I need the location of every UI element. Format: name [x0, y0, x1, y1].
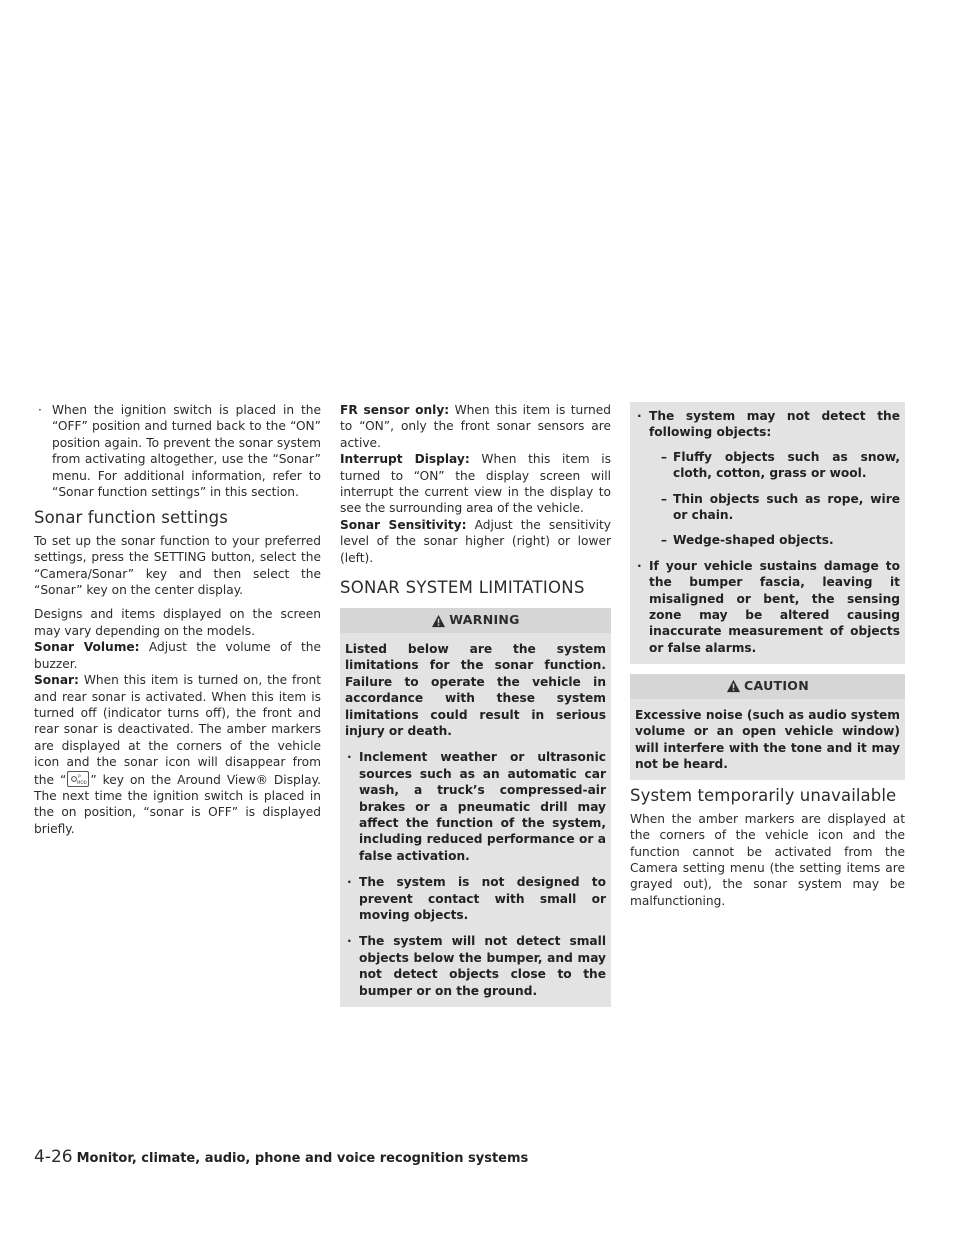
- chapter-title: Monitor, climate, audio, phone and voice recognition systems: [76, 1151, 529, 1166]
- term-text: When this item is turned to “ON” the display screen will interrupt the current view in the display to see the surrounding area of the vehicle.: [340, 452, 611, 516]
- warning-bullet: If your vehicle sustains damage to the bumper fascia, leaving it misaligned or bent, the sensing zone may be altered causing inaccurate measurement of objects or false alarms.: [649, 558, 900, 655]
- bullet: ·: [637, 409, 642, 423]
- column-1: [34, 402, 321, 837]
- paragraph: To set up the sonar function to your preferred settings, press the SETTING button, select the “Camera/Sonar” key and then select the “Sonar” key on the center display.: [34, 533, 321, 598]
- caution-body: [630, 699, 905, 781]
- svg-text:MOD: MOD: [77, 779, 87, 785]
- list-item: [635, 408, 900, 441]
- term-label: Sonar:: [34, 673, 79, 688]
- caution-title: CAUTION: [744, 678, 809, 694]
- page-number: 4-26: [34, 1147, 73, 1167]
- term-text: Adjust the sensitivity level of the sonar higher (right) or lower (left).: [340, 517, 611, 565]
- caution-header: [630, 674, 905, 698]
- dash-text: Wedge-shaped objects.: [673, 533, 834, 548]
- column-2: [340, 402, 611, 1007]
- page-footer: [34, 1147, 528, 1167]
- warning-bullet: Inclement weather or ultrasonic sources such as an automatic car wash, a truck’s compressed-air brakes or a pneumatic drill may affect the function of the system, including reduced performance or a false activation.: [359, 750, 606, 863]
- term-text: When this item is turned to “ON”, only the front sonar sensors are active.: [340, 403, 611, 450]
- term-label: Sonar Sensitivity:: [340, 517, 467, 532]
- paragraph: When the amber markers are displayed at the corners of the vehicle icon and the function cannot be activated from the Camera setting menu (the setting items are grayed out), the sonar system may be malfunctioning.: [630, 811, 905, 908]
- list-item: [635, 491, 900, 524]
- warning-intro: Listed below are the system limitations for the sonar function. Failure to operate the vehicle in accordance with these system limitations could result in serious injury or death.: [345, 641, 606, 738]
- warning-box-continued: [630, 402, 905, 664]
- dash-text: Thin objects such as rope, wire or chain.: [673, 491, 900, 523]
- bullet: ·: [637, 558, 642, 573]
- list-item: [345, 749, 606, 864]
- warning-header: [340, 608, 611, 632]
- dash-text: Fluffy objects such as snow, cloth, cotton, grass or wool.: [673, 449, 900, 481]
- warning-box: [340, 608, 611, 1007]
- term-text: ” key on the Around View® Display. The next time the ignition switch is placed in the on position, “sonar is OFF” is displayed briefly.: [34, 772, 321, 836]
- definition-interrupt-display: [340, 451, 611, 517]
- svg-text:P: P: [78, 774, 82, 780]
- definition-sonar-volume: [34, 639, 321, 672]
- warning-title: WARNING: [449, 612, 520, 628]
- dash: –: [660, 449, 667, 464]
- bullet: ·: [347, 750, 352, 765]
- intro-bullet-text: When the ignition switch is placed in the “OFF” position and turned back to the “ON” position again. To prevent the sonar system from activating altogether, use the “Sonar” menu. For additional information, refer to “Sonar function settings” in this section.: [52, 403, 321, 500]
- list-item: [635, 532, 900, 548]
- paragraph: Designs and items displayed on the screen may vary depending on the models.: [34, 607, 321, 638]
- list-item: [34, 402, 321, 500]
- warning-bullet: The system may not detect the following objects:: [649, 409, 900, 440]
- list-item: [345, 874, 606, 923]
- list-item: [345, 933, 606, 999]
- list-item: [635, 449, 900, 482]
- warning-triangle-icon: [431, 614, 446, 628]
- warning-body: [340, 633, 611, 1007]
- column-3: [630, 402, 905, 917]
- definition-sonar: [34, 672, 321, 837]
- camera-sonar-mode-key-icon: [67, 771, 89, 787]
- term-label: FR sensor only:: [340, 403, 450, 417]
- section-heading-sonar-settings: Sonar function settings: [34, 508, 228, 528]
- warning-bullet: The system will not detect small objects below the bumper, and may not detect objects close to the bumper or on the ground.: [359, 934, 606, 998]
- section-heading-temporarily-unavailable: System temporarily unavailable: [630, 786, 897, 806]
- term-text: Adjust the volume of the buzzer.: [34, 640, 321, 671]
- dash: –: [660, 491, 667, 506]
- definition-sonar-sensitivity: [340, 517, 611, 566]
- caution-box: [630, 674, 905, 780]
- warning-triangle-icon: [726, 679, 741, 693]
- term-label: Interrupt Display:: [340, 452, 470, 467]
- caution-text: Excessive noise (such as audio system volume or an open vehicle window) will interfere with the tone and it may not be heard.: [635, 707, 900, 771]
- bullet: ·: [38, 403, 42, 417]
- term-label: Sonar Volume:: [34, 640, 140, 655]
- term-text: When this item is turned on, the front and rear sonar is activated. When this item is turned off (indicator turns off), the front and rear sonar is deactivated. The amber markers are displayed at the corners of the vehicle icon and the sonar icon will disappear from the “: [34, 673, 321, 787]
- warning-bullet: The system is not designed to prevent contact with small or moving objects.: [359, 875, 606, 922]
- bullet: ·: [347, 934, 352, 949]
- bullet: ·: [347, 875, 352, 890]
- dash: –: [660, 533, 667, 548]
- definition-fr-sensor: [340, 402, 611, 451]
- section-heading-limitations: SONAR SYSTEM LIMITATIONS: [340, 578, 585, 598]
- list-item: [635, 558, 900, 656]
- warning-body-continued: [630, 402, 905, 664]
